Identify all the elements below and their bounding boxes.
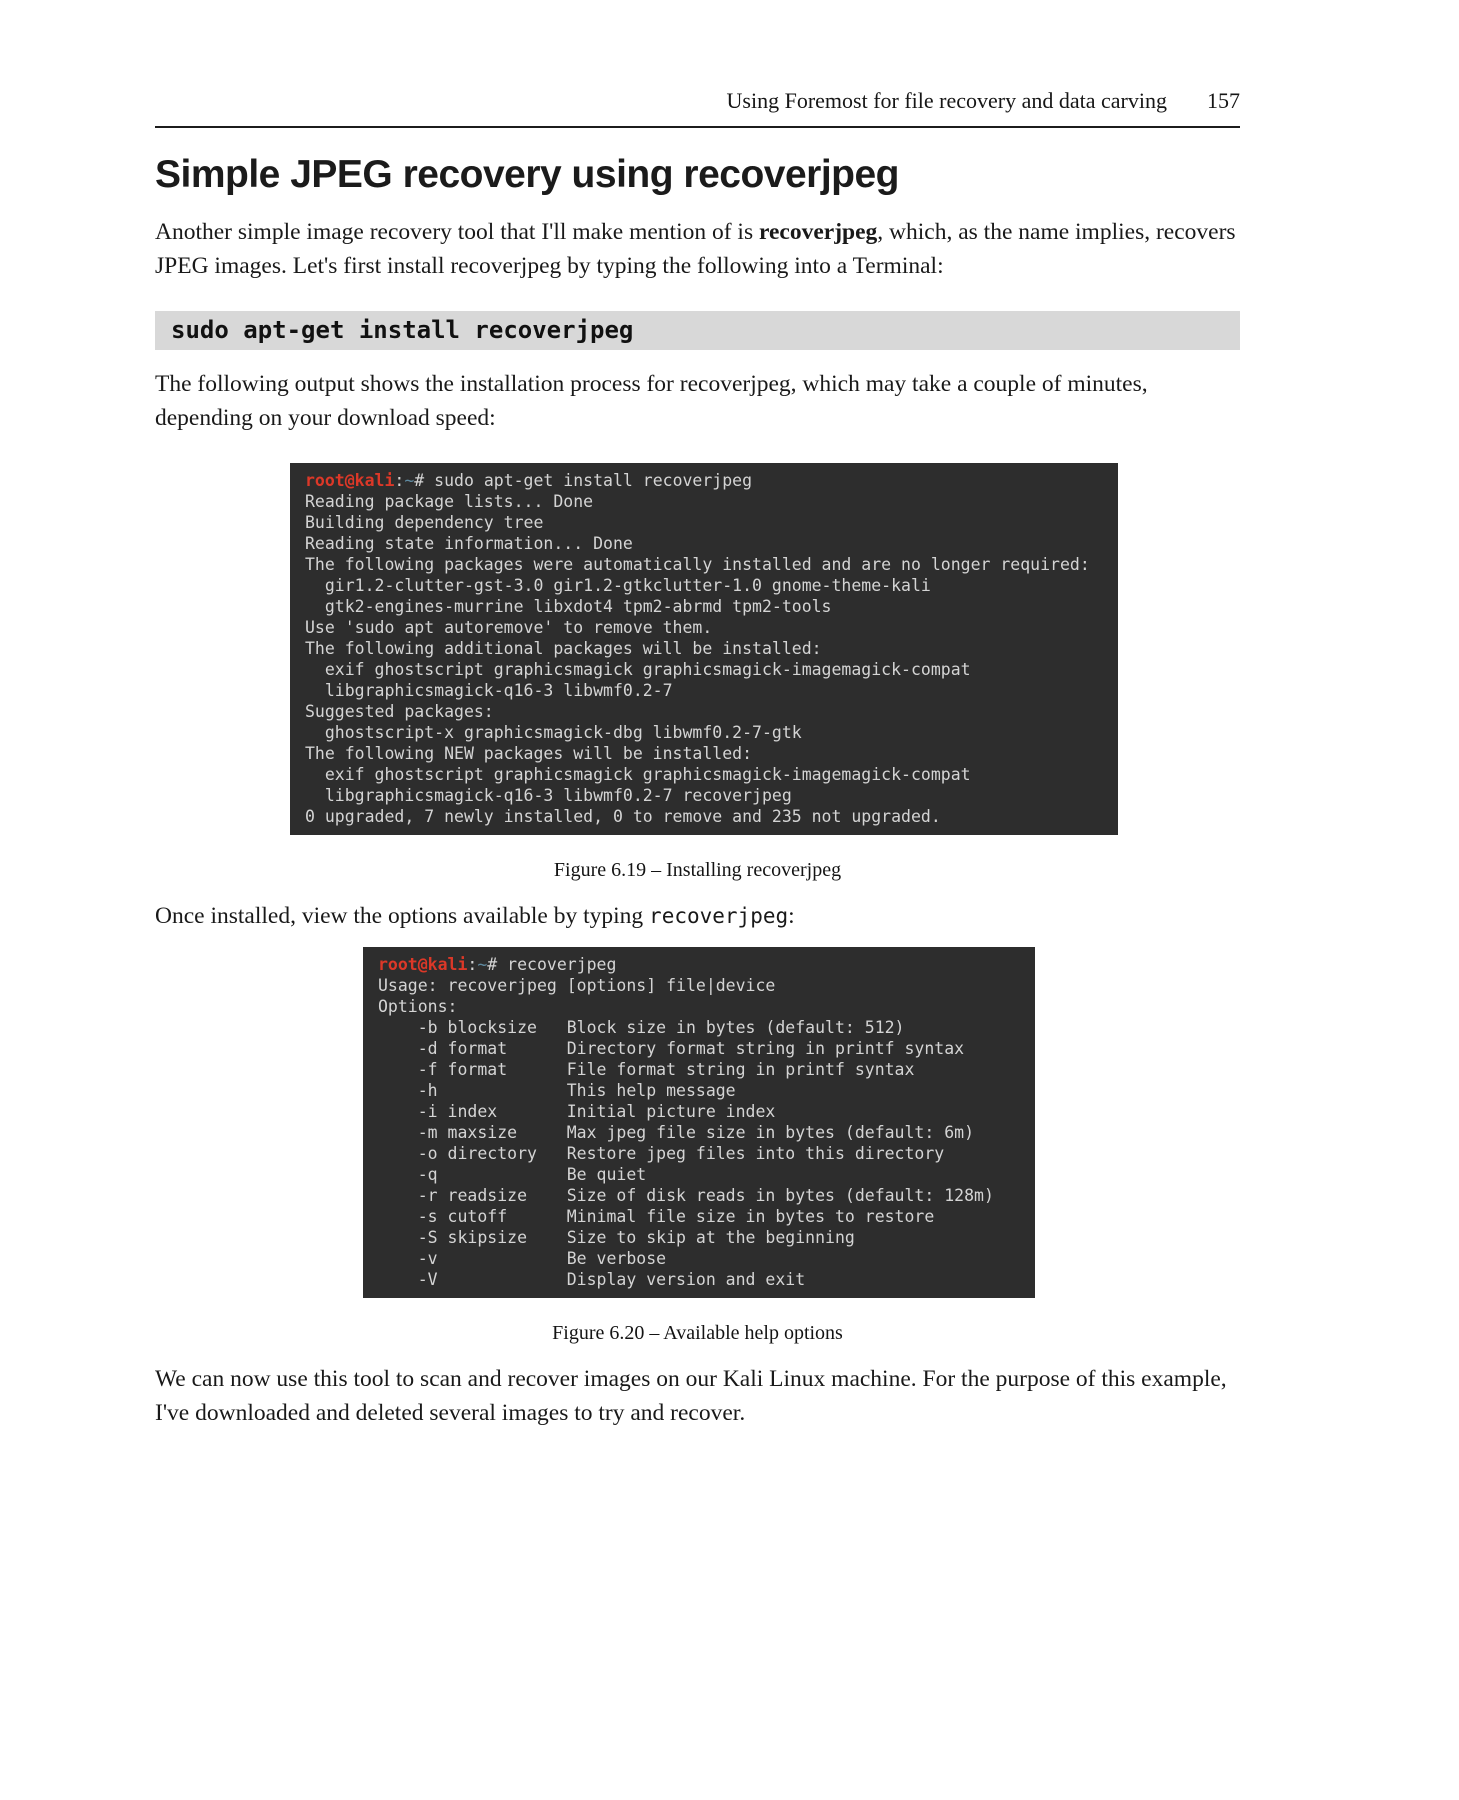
terminal-output-line: libgraphicsmagick-q16-3 libwmf0.2-7 recoverjpeg [305,786,792,805]
terminal-output-line: Reading state information... Done [305,534,633,553]
figure-caption-6-19: Figure 6.19 – Installing recoverjpeg [553,859,842,881]
terminal-screenshot-help [363,947,1035,1298]
paragraph-intro [155,215,1240,283]
terminal-output-line: -V Display version and exit [378,1270,806,1289]
terminal-output-line: Suggested packages: [305,702,494,721]
terminal-output-line: Reading package lists... Done [305,492,594,511]
terminal-output-line: -v Be verbose [378,1249,667,1268]
paragraph-once-installed [155,899,1240,933]
terminal-output-line: Options: [378,997,458,1016]
paragraph-intro-post: , which, as the name implies, recovers JPEG images. Let's first install recoverjpeg by typing the following into a Terminal: [155,219,1236,279]
terminal-output-line: The following packages were automatically installed and are no longer required: [305,555,1090,574]
terminal-output-line: libgraphicsmagick-q16-3 libwmf0.2-7 [305,681,673,700]
terminal-output-line: The following additional packages will be installed: [305,639,822,658]
paragraph-once-installed-post: : [788,903,795,929]
terminal-output-line: -f format File format string in printf syntax [378,1060,915,1079]
terminal-output-line: gir1.2-clutter-gst-3.0 gir1.2-gtkclutter-1.0 gnome-theme-kali [305,576,931,595]
section-heading: Simple JPEG recovery using recoverjpeg [155,153,899,196]
terminal-output [378,975,1025,1290]
prompt-command: sudo apt-get install recoverjpeg [434,471,753,490]
prompt-hash: # [414,471,435,490]
paragraph-closing: We can now use this tool to scan and recover images on our Kali Linux machine. For the purpose of this example, I've downloaded and deleted several images to try and recover. [155,1366,1227,1426]
paragraph-intro-pre: Another simple image recovery tool that I'll make mention of is [155,219,759,245]
install-command-code-block: sudo apt-get install recoverjpeg [155,311,1240,350]
terminal-output-line: -m maxsize Max jpeg file size in bytes (default: 6m) [378,1123,975,1142]
terminal-output-line: -s cutoff Minimal file size in bytes to restore [378,1207,935,1226]
terminal-output-line: Use 'sudo apt autoremove' to remove them. [305,618,713,637]
terminal-output-line: -d format Directory format string in printf syntax [378,1039,965,1058]
prompt-command: recoverjpeg [507,955,617,974]
page-number: 157 [1207,88,1240,113]
keyword-recoverjpeg-bold: recoverjpeg [758,219,878,245]
figure-caption-6-20: Figure 6.20 – Available help options [552,1322,843,1344]
prompt-colon: : [467,955,478,974]
terminal-output-line: exif ghostscript graphicsmagick graphicsmagick-imagemagick-compat [305,660,971,679]
terminal-output-line: 0 upgraded, 7 newly installed, 0 to remove and 235 not upgraded. [305,807,941,826]
terminal-output-line: Building dependency tree [305,513,544,532]
terminal-output [305,491,1108,827]
terminal-screenshot-install [290,463,1118,835]
terminal-prompt-line [378,954,1025,975]
terminal-output-line: -S skipsize Size to skip at the beginning [378,1228,855,1247]
terminal-output-line: gtk2-engines-murrine libxdot4 tpm2-abrmd tpm2-tools [305,597,832,616]
terminal-output-line: exif ghostscript graphicsmagick graphicsmagick-imagemagick-compat [305,765,971,784]
prompt-colon: : [394,471,405,490]
terminal-output-line: The following NEW packages will be installed: [305,744,753,763]
prompt-path: ~ [404,471,415,490]
running-header [155,0,1240,128]
prompt-hash: # [487,955,508,974]
inline-command-recoverjpeg: recoverjpeg [649,904,789,928]
prompt-user: root@kali [305,471,395,490]
paragraph-once-installed-pre: Once installed, view the options available by typing [155,903,650,929]
terminal-output-line: -r readsize Size of disk reads in bytes (default: 128m) [378,1186,994,1205]
terminal-output-line: Usage: recoverjpeg [options] file|device [378,976,776,995]
prompt-path: ~ [477,955,488,974]
terminal-output-line: -b blocksize Block size in bytes (default: 512) [378,1018,905,1037]
terminal-output-line: -o directory Restore jpeg files into this directory [378,1144,945,1163]
terminal-output-line: ghostscript-x graphicsmagick-dbg libwmf0.2-7-gtk [305,723,802,742]
terminal-output-line: -i index Initial picture index [378,1102,776,1121]
running-header-title: Using Foremost for file recovery and data carving [726,88,1167,113]
terminal-prompt-line [305,470,1108,491]
terminal-output-line: -h This help message [378,1081,736,1100]
prompt-user: root@kali [378,955,468,974]
terminal-output-line: -q Be quiet [378,1165,647,1184]
paragraph-output-note: The following output shows the installation process for recoverjpeg, which may take a couple of minutes, depending on your download speed: [155,371,1148,431]
